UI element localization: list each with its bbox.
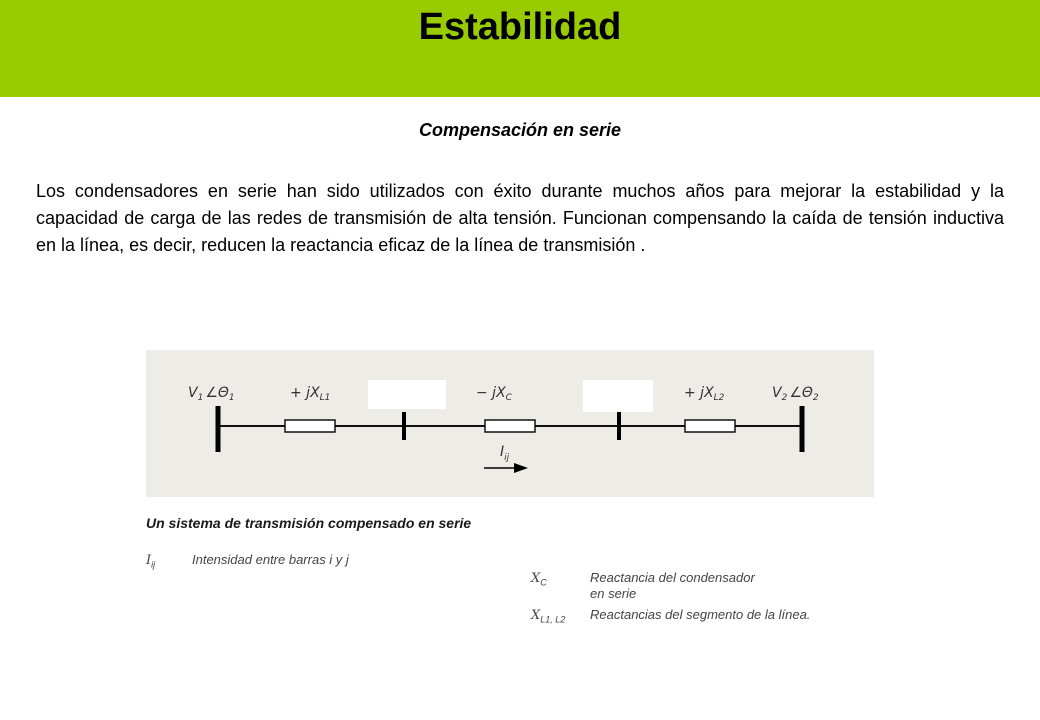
current-label: I: [500, 444, 505, 460]
xc-label: − jX: [476, 385, 506, 401]
legend-desc-iij: Intensidad entre barras i y j: [192, 552, 349, 567]
v2-sub: 2: [781, 393, 788, 403]
xl2-label: + jX: [684, 385, 714, 401]
xc-sub: C: [505, 393, 512, 403]
angle1-sub: 1: [228, 393, 235, 403]
reactance-xl2: [685, 420, 735, 432]
series-compensation-diagram: [146, 350, 874, 497]
section-subtitle: Compensación en serie: [418, 120, 622, 140]
xl1-sub: L1: [319, 393, 331, 403]
xl2-sub: L2: [713, 393, 725, 403]
xl1-label: + jX: [290, 385, 320, 401]
reactance-xl1: [285, 420, 335, 432]
reactance-xc: [485, 420, 535, 432]
legend-desc-xc-cont: en serie: [590, 586, 637, 601]
label-mask-right: [583, 380, 653, 412]
angle2-label: ∠Θ: [789, 385, 813, 401]
legend-symbol-xc: $X_C$: [531, 571, 547, 588]
current-sub: ij: [504, 453, 510, 463]
legend-desc-xc: Reactancia del condensador: [590, 570, 755, 585]
body-paragraph: Los condensadores en serie han sido utilizados con éxito durante muchos años para mejorar la estabilidad y la capacidad de carga de las redes de transmisión de alta tensión. Funcionan compensando la caída de tensión inductiva en la línea, es decir, reducen la reactancia eficaz de la línea de transmisión .: [36, 181, 1004, 255]
v2-label: V: [772, 385, 782, 401]
angle2-sub: 2: [812, 393, 819, 403]
legend-desc-xl: Reactancias del segmento de la línea.: [590, 607, 811, 622]
legend-symbol-xl: $X_{L1, L2}$: [531, 608, 566, 625]
v1-sub: 1: [197, 393, 204, 403]
angle1-label: ∠Θ: [205, 385, 229, 401]
slide-title: Estabilidad: [418, 6, 622, 48]
figure-caption: Un sistema de transmisión compensado en serie: [146, 515, 472, 531]
legend-symbol-iij: $I_{ij}$: [146, 553, 156, 570]
svg-text:V2∠Θ2: [772, 385, 819, 403]
label-mask-left: [368, 380, 446, 409]
svg-text:V1∠Θ1: [188, 385, 235, 403]
v1-label: V: [188, 385, 198, 401]
